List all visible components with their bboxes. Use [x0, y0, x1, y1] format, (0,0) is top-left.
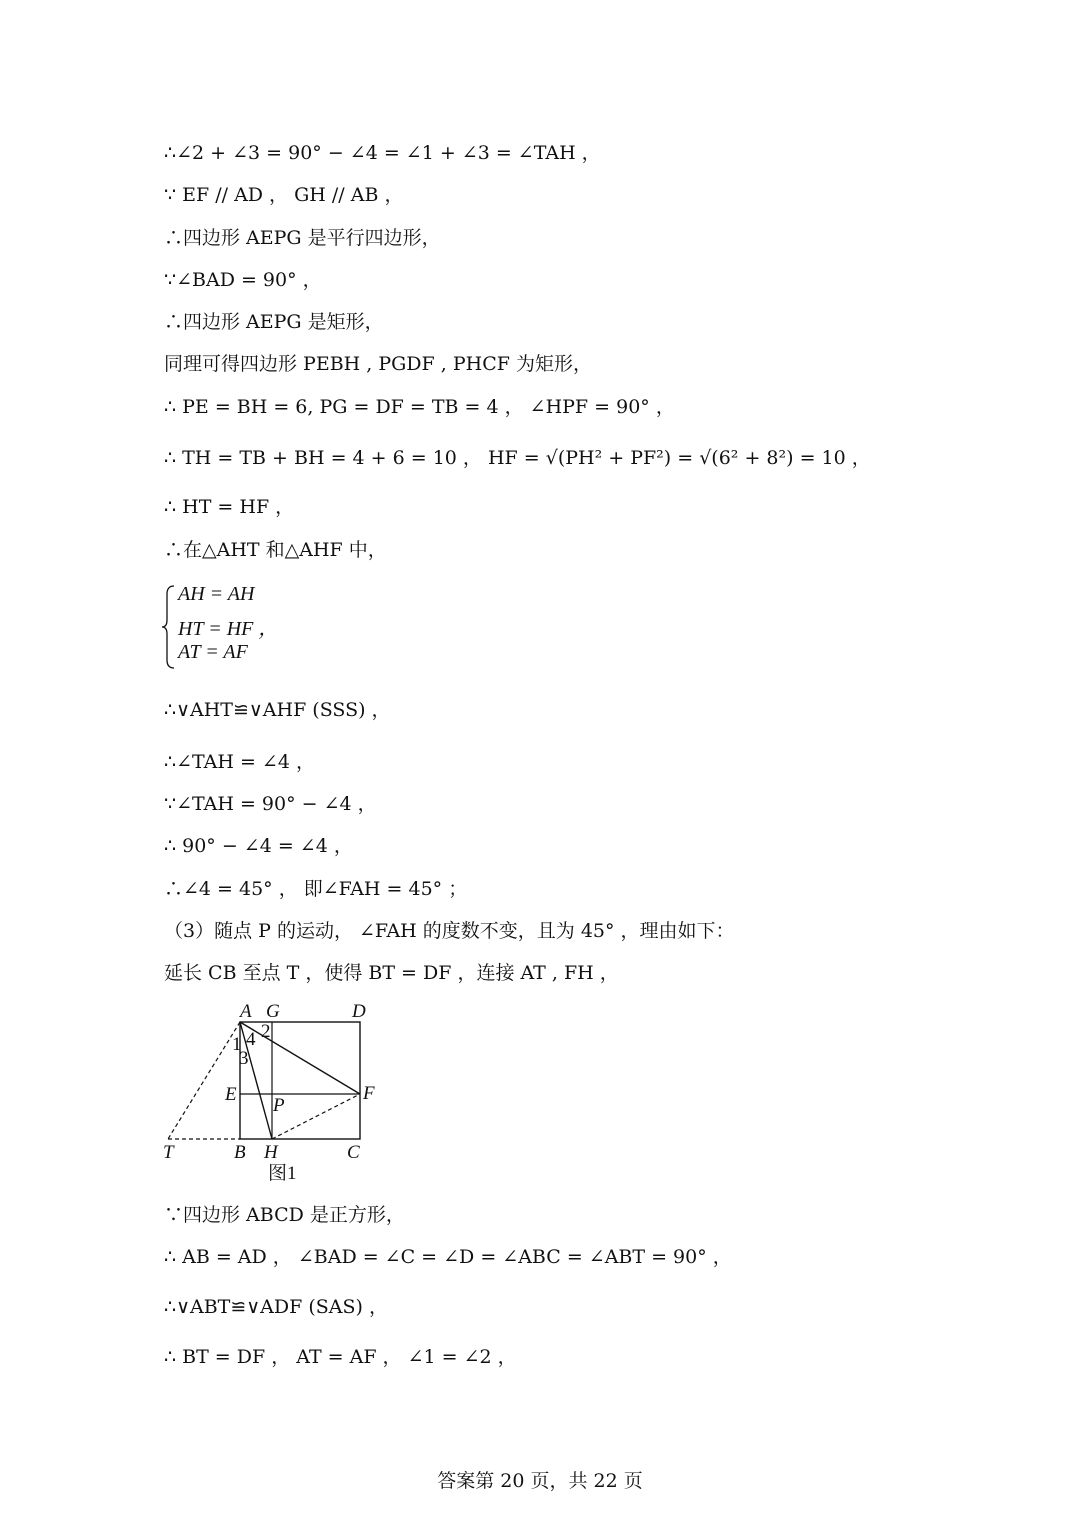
line-19: 延长 CB 至点 T ，使得 BT = DF ，连接 AT , FH ，: [164, 962, 619, 984]
line-22: ∴∨ABT≌∨ADF (SAS) ，: [164, 1296, 388, 1318]
segment-hf-dashed: [272, 1094, 360, 1139]
line-5: 同理可得四边形 PEBH , PGDF , PHCF 为矩形，: [164, 353, 592, 375]
label-g: G: [266, 1001, 280, 1022]
line-0: ∴∠2 + ∠3 = 90° − ∠4 = ∠1 + ∠3 = ∠TAH ，: [164, 142, 601, 164]
label-b: B: [234, 1142, 246, 1163]
line-14: ∴∠TAH = ∠4 ，: [164, 751, 315, 773]
line-7: ∴ TH = TB + BH = 4 + 6 = 10 ， HF = √(PH² + PF²) = √(6² + 8²) = 10 ，: [164, 447, 871, 469]
label-p: P: [273, 1095, 285, 1116]
line-3: ∵∠BAD = 90° ，: [164, 269, 322, 291]
segment-af: [240, 1022, 360, 1094]
label-e: E: [225, 1084, 237, 1105]
line-4: ∴四边形 AEPG 是矩形，: [164, 311, 384, 333]
line-17: ∴∠4 = 45° ， 即∠FAH = 45° ；: [164, 878, 468, 900]
square-abcd: [240, 1022, 360, 1139]
label-f: F: [363, 1083, 375, 1104]
segment-at-dashed: [168, 1022, 240, 1139]
system-eq-3: AT = AF: [178, 641, 248, 663]
angle-label-1: 1: [232, 1034, 242, 1055]
line-23: ∴ BT = DF ， AT = AF ， ∠1 = ∠2 ，: [164, 1346, 517, 1368]
line-15: ∵∠TAH = 90° − ∠4 ，: [164, 793, 377, 815]
angle-label-4: 4: [246, 1029, 256, 1050]
label-d: D: [352, 1001, 366, 1022]
line-1: ∵ EF // AD ， GH // AB ，: [164, 184, 404, 206]
label-a: A: [240, 1001, 252, 1022]
figure-caption: 图1: [268, 1163, 297, 1184]
label-c: C: [347, 1142, 360, 1163]
angle-label-2: 2: [261, 1021, 271, 1042]
line-18: （3）随点 P 的运动， ∠FAH 的度数不变，且为 45° ，理由如下：: [164, 920, 735, 942]
geometry-figure: [160, 1000, 390, 1190]
system-brace: [161, 584, 177, 670]
line-20: ∵四边形 ABCD 是正方形，: [164, 1204, 405, 1226]
label-t: T: [163, 1142, 174, 1163]
line-2: ∴四边形 AEPG 是平行四边形，: [164, 227, 441, 249]
line-6: ∴ PE = BH = 6, PG = DF = TB = 4 ， ∠HPF = 90° ，: [164, 396, 675, 418]
system-eq-1: AH = AH: [178, 583, 255, 605]
label-h: H: [264, 1142, 278, 1163]
angle-label-3: 3: [239, 1048, 249, 1069]
line-8: ∴ HT = HF ，: [164, 496, 295, 518]
line-21: ∴ AB = AD ， ∠BAD = ∠C = ∠D = ∠ABC = ∠ABT = 90° ，: [164, 1246, 732, 1268]
page-footer: 答案第 20 页，共 22 页: [437, 1470, 643, 1492]
line-9: ∴在△AHT 和△AHF 中，: [164, 539, 387, 561]
line-13: ∴∨AHT≌∨AHF (SSS) ，: [164, 699, 391, 721]
line-16: ∴ 90° − ∠4 = ∠4 ，: [164, 835, 353, 857]
system-eq-2: HT = HF ，: [178, 618, 279, 640]
